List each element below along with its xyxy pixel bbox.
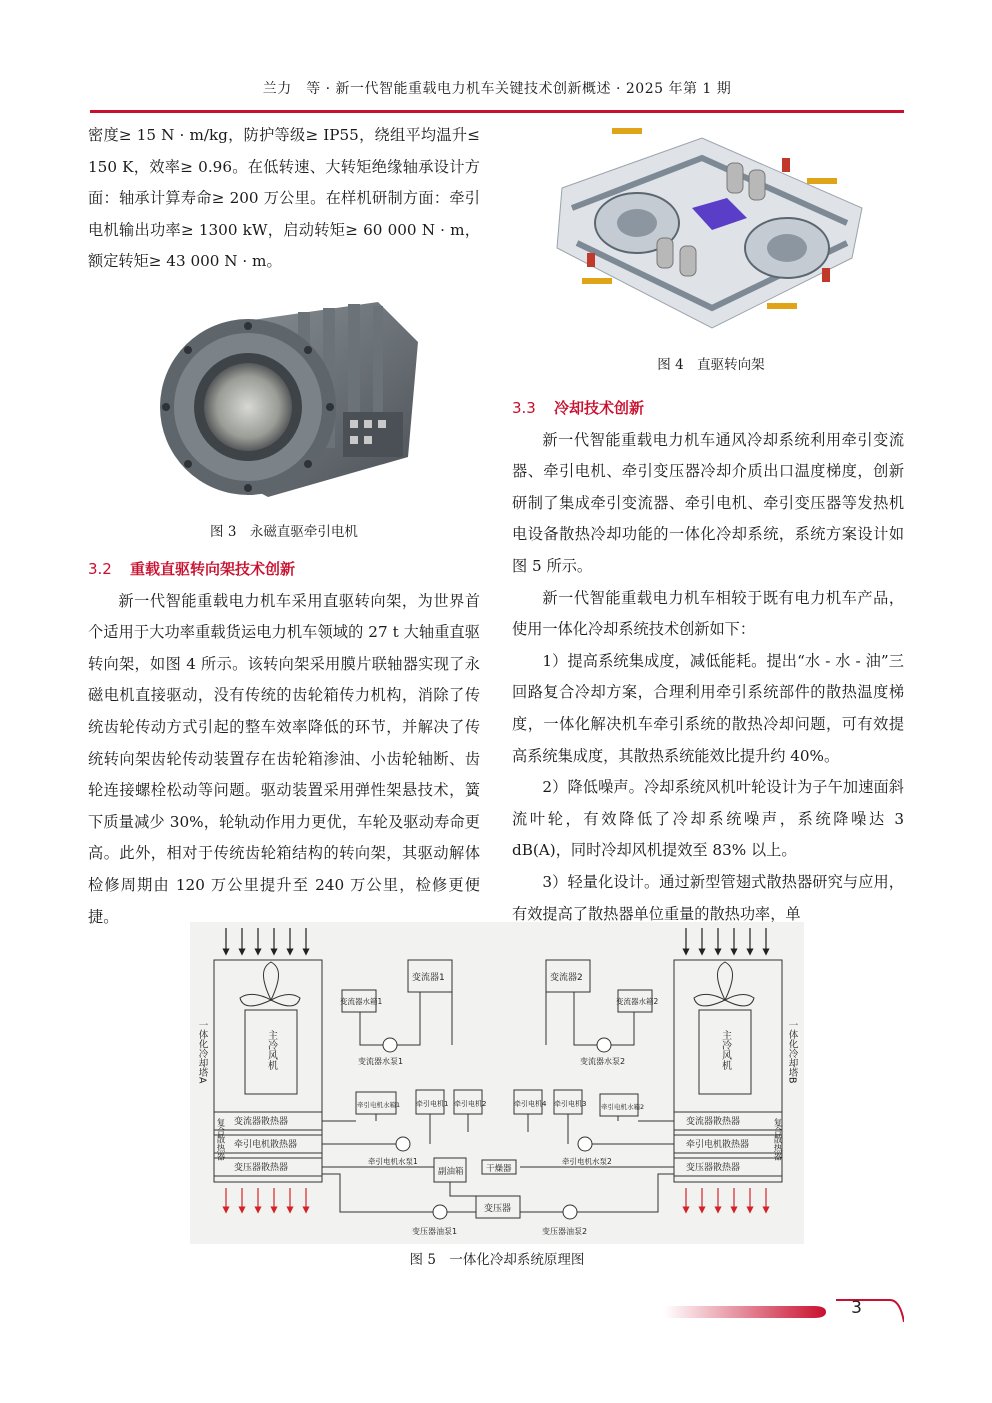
dryer: 干燥器 [486, 1164, 512, 1174]
page-number: 3 [851, 1298, 862, 1318]
running-header: 兰力 等 · 新一代智能重载电力机车关键技术创新概述 · 2025 年第 1 期 [262, 81, 732, 97]
right-column [512, 393, 904, 930]
rad-conv-b: 变流器散热器 [686, 1117, 741, 1127]
figure-3 [88, 282, 480, 512]
right-paragraph-2: 新一代智能重载电力机车相较于既有电力机车产品，使用一体化冷却系统技术创新如下： [512, 588, 904, 639]
rad-motor-b: 牵引电机散热器 [686, 1140, 750, 1150]
expansion-tank: 副油箱 [438, 1167, 464, 1177]
left-column [88, 120, 480, 933]
fan-b-label: 主冷风机 [719, 1030, 731, 1070]
tower-b-label: 一体化冷却塔B [786, 1020, 798, 1084]
section-title: 冷却技术创新 [554, 399, 645, 417]
motor-2: 牵引电机2 [454, 1100, 487, 1108]
motor-1: 牵引电机1 [416, 1100, 449, 1108]
motor-3: 牵引电机3 [554, 1100, 587, 1108]
figure-4 [552, 118, 870, 340]
oil-pump-1: 变压器油泵1 [412, 1227, 458, 1236]
header-rule [90, 110, 904, 113]
composite-radiator-b: 复合散热器 [772, 1118, 782, 1161]
tower-a-label: 一体化冷却塔A [196, 1020, 208, 1084]
rad-trans-b: 变压器散热器 [686, 1163, 741, 1173]
motor-tank-2: 牵引电机水箱2 [601, 1103, 645, 1111]
rad-trans-a: 变压器散热器 [234, 1163, 289, 1173]
rad-motor-a: 牵引电机散热器 [234, 1140, 298, 1150]
conv-pump-1: 变流器水泵1 [358, 1057, 404, 1066]
converter-2: 变流器2 [550, 973, 583, 983]
figure-4-caption: 图 4 直驱转向架 [657, 357, 765, 373]
motor-4: 牵引电机4 [514, 1100, 547, 1108]
left-paragraph-1: 密度≥ 15 N · m/kg，防护等级≥ IP55，绕组平均温升≤ 150 K，效率≥ 0.96。在低转速、大转矩绝缘轴承设计方面：轴承计算寿命≥ 200 万公里。在样机研制方面：牵引电机输出功率≥ 1300 kW，启动转矩≥ 60 000 N · m，额定转矩≥ 43 000 N · m。 [88, 126, 480, 271]
right-paragraph-1: 新一代智能重载电力机车通风冷却系统利用牵引变流器、牵引电机、牵引变压器冷却介质出口温度梯度，创新研制了集成牵引变流器、牵引电机、牵引变压器等发热机电设备散热冷却功能的一体化冷却系统，系统方案设计如图 5 所示。 [512, 430, 904, 575]
right-paragraph-5: 3）轻量化设计。通过新型管翅式散热器研究与应用，有效提高了散热器单位重量的散热功率，单 [512, 872, 904, 923]
section-3-2-heading [88, 554, 480, 586]
section-3-3-heading [512, 393, 904, 425]
page-tab-decoration [664, 1294, 904, 1324]
transformer: 变压器 [484, 1204, 512, 1214]
section-number: 3.3 [512, 399, 536, 417]
motor-pump-1: 牵引电机水泵1 [368, 1157, 418, 1166]
conv-tank-2: 变流器水箱2 [616, 997, 659, 1006]
oil-pump-2: 变压器油泵2 [542, 1227, 588, 1236]
figure-5 [190, 922, 804, 1244]
section-number: 3.2 [88, 559, 112, 578]
cooling-system-diagram [190, 922, 804, 1244]
figure-5-caption: 图 5 一体化冷却系统原理图 [409, 1252, 585, 1268]
left-paragraph-2: 新一代智能重载电力机车采用直驱转向架，为世界首个适用于大功率重载货运电力机车领域的 27 t 大轴重直驱转向架，如图 4 所示。该转向架采用膜片联轴器实现了永磁电机直接驱动，没有传统的齿轮箱传力机构，消除了传统齿轮传动方式引起的整车效率降低的环节，并解决了传统转向架齿轮传动装置存在齿轮箱渗油、小齿轮轴断、齿轮连接螺栓松动等问题。驱动装置采用弹性架悬技术，簧下质量减少 30%，轮轨动作用力更优，车轮及驱动寿命更高。此外，相对于传统齿轮箱结构的转向架，其驱动解体检修周期由 120 万公里提升至 240 万公里，检修更便捷。 [88, 591, 480, 926]
right-paragraph-4: 2）降低噪声。冷却系统风机叶轮设计为子午加速面斜流叶轮，有效降低了冷却系统噪声，系统降噪达 3 dB(A)，同时冷却风机提效至 83% 以上。 [512, 778, 904, 860]
converter-1: 变流器1 [412, 973, 445, 983]
motor-pump-2: 牵引电机水泵2 [562, 1157, 612, 1166]
rad-conv-a: 变流器散热器 [234, 1117, 289, 1127]
conv-pump-2: 变流器水泵2 [580, 1057, 626, 1066]
section-title: 重载直驱转向架技术创新 [130, 559, 296, 578]
right-paragraph-3: 1）提高系统集成度，减低能耗。提出“水 - 水 - 油”三回路复合冷却方案，合理利用牵引系统部件的散热温度梯度，一体化解决机车牵引系统的散热冷却问题，可有效提高系统集成度，其散热系统能效比提升约 40%。 [512, 651, 904, 765]
fan-a-label: 主冷风机 [265, 1030, 277, 1070]
motor-illustration [88, 282, 480, 512]
figure-3-caption: 图 3 永磁直驱牵引电机 [210, 523, 358, 540]
motor-tank-1: 牵引电机水箱1 [357, 1101, 401, 1109]
conv-tank-1: 变流器水箱1 [340, 997, 383, 1006]
composite-radiator-a: 复合散热器 [215, 1118, 225, 1161]
bogie-illustration [552, 118, 870, 340]
